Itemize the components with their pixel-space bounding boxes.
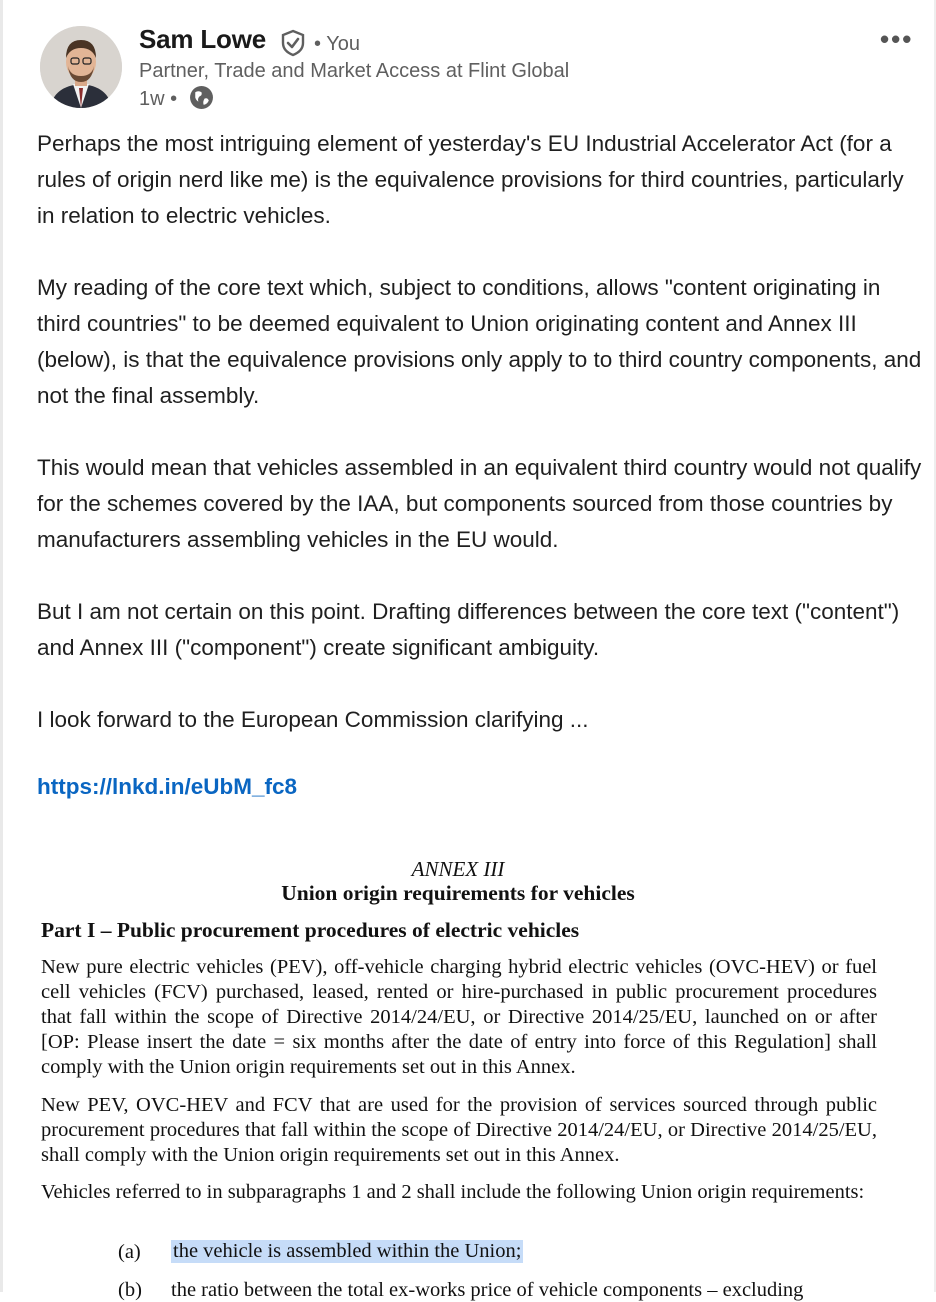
- list-item-b-text: the ratio between the total ex-works price of vehicle components – excluding: [171, 1279, 804, 1301]
- verified-badge-icon: [279, 29, 307, 57]
- connection-degree: • You: [314, 33, 360, 55]
- part-heading: Part I – Public procurement procedures of electric vehicles: [41, 918, 580, 942]
- list-item-b-label: (b): [118, 1279, 142, 1301]
- document-paragraph-2: New PEV, OVC-HEV and FCV that are used for the provision of services sourced through public procurement procedures that fall within the scope of Directive 2014/24/EU, or Directive 2014/25/EU, shall comply with the Union origin requirements set out in this Annex.: [41, 1094, 877, 1166]
- list-item-a-text: the vehicle is assembled within the Union;: [173, 1240, 522, 1262]
- post-timestamp: 1w •: [139, 88, 178, 110]
- list-item-a-label: (a): [118, 1241, 141, 1263]
- post-paragraph-4: But I am not certain on this point. Drafting differences between the core text ("content") and Annex III ("component") create significant ambiguity.: [37, 599, 900, 660]
- post-paragraph-5: I look forward to the European Commission clarifying ...: [37, 707, 589, 732]
- annex-title: Union origin requirements for vehicles: [281, 881, 635, 905]
- annex-heading: ANNEX III: [411, 857, 505, 881]
- post-body: [37, 126, 922, 738]
- document-paragraph-1: New pure electric vehicles (PEV), off-vehicle charging hybrid electric vehicles (OVC-HEV) or fuel cell vehicles (FCV) purchased, leased, rented or hire-purchased in public procurement procedures that fall within the scope of Directive 2014/24/EU, or Directive 2014/25/EU, launched on or after [OP: Please insert the date = six months after the date of entry into force of this Regulation] shall comply with the Union origin requirements set out in this Annex.: [41, 956, 877, 1078]
- post-paragraph-3: This would mean that vehicles assembled in an equivalent third country would not qualify for the schemes covered by the IAA, but components sourced from those countries by manufacturers assembling vehicles in the EU would.: [37, 455, 922, 552]
- post-paragraph-1: Perhaps the most intriguing element of yesterday's EU Industrial Accelerator Act (for a rules of origin nerd like me) is the equivalence provisions for third countries, particularly in relation to electric vehicles.: [37, 131, 904, 228]
- document-paragraph-3: Vehicles referred to in subparagraphs 1 and 2 shall include the following Union origin requirements:: [41, 1181, 865, 1203]
- author-name[interactable]: Sam Lowe: [139, 24, 266, 54]
- post-link[interactable]: https://lnkd.in/eUbM_fc8: [37, 774, 298, 799]
- post-paragraph-2: My reading of the core text which, subject to conditions, allows "content originating in third countries" to be deemed equivalent to Union originating content and Annex III (below), is that the equivalence provisions only apply to to third country components, and not the final assembly.: [37, 275, 922, 408]
- author-avatar[interactable]: [40, 26, 122, 108]
- more-options-icon[interactable]: •••: [880, 24, 914, 54]
- globe-icon: [189, 85, 214, 110]
- author-headline: Partner, Trade and Market Access at Flint Global: [139, 60, 570, 82]
- attached-document-image[interactable]: [0, 845, 936, 1301]
